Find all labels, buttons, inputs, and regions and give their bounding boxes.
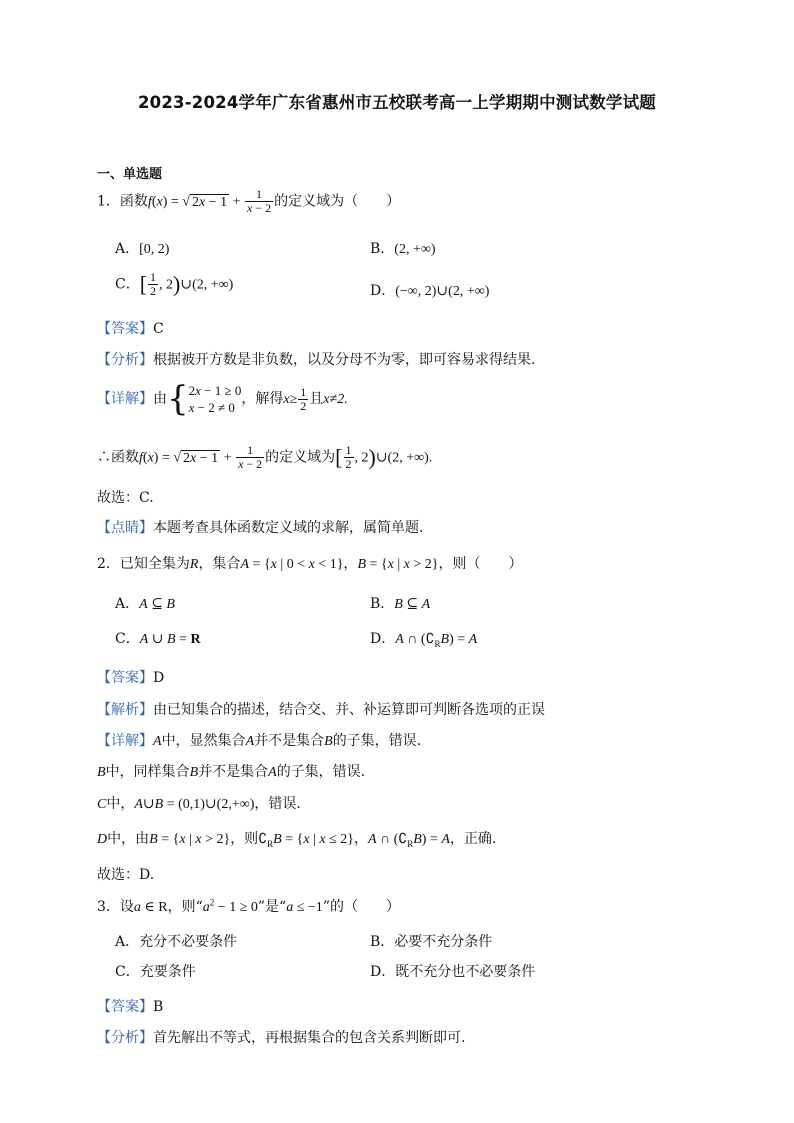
q1-stem: 1．函数f(x) = √ 2x − 1 + $\frac{1}{x - 2}$ 的定义域为（ ） (97, 187, 401, 215)
q2-option-d: D．A ∩ $(∁_RB) = A$ (370, 631, 478, 649)
q2-option-b: B．B ⊆ A (370, 596, 431, 612)
q1-analysis: 【分析】根据被开方数是非负数，以及分母不为零，即可容易求得结果. (97, 352, 536, 368)
q3-option-b: B．必要不充分条件 (370, 934, 493, 950)
q3-option-a: A．充分不必要条件 (115, 934, 238, 950)
q1-choose: 故选：C. (97, 490, 154, 506)
q2-detail-c: C中，A∪B = (0,1)∪(2,+∞)，错误. (97, 796, 301, 812)
q2-detail-a: 【详解】A中，显然集合A并不是集合B的子集，错误. (97, 733, 422, 749)
q3-option-c: C．充要条件 (115, 964, 196, 980)
q3-analysis: 【分析】首先解出不等式，再根据集合的包含关系判断即可. (97, 1030, 466, 1046)
q2-option-c: C．A ∪ B = R (115, 631, 201, 647)
q2-answer: 【答案】D (97, 670, 165, 686)
q1-option-a: A．[0, 2) (115, 241, 170, 257)
q1-comment: 【点睛】本题考查具体函数定义域的求解，属简单题. (97, 520, 424, 536)
document-title: 2023-2024学年广东省惠州市五校联考高一上学期期中测试数学试题 (138, 93, 656, 112)
q2-detail-d: D中，由B = {x | x > 2}，则$∁_RB = \{x$ | x ≤ 2}，A ∩ $(∁_RB) = A$，正确. (97, 831, 497, 849)
q2-choose: 故选：D. (97, 867, 155, 883)
q1-answer: 【答案】C (97, 321, 164, 337)
q2-option-a: A．A ⊆ B (115, 596, 175, 612)
q3-option-d: D．既不充分也不必要条件 (370, 964, 536, 980)
q1-option-d: D．(−∞, 2)∪(2, +∞) (370, 283, 490, 299)
q2-analysis: 【解析】由已知集合的描述，结合交、并、补运算即可判断各选项的正误 (97, 702, 545, 718)
q1-detail: 【详解】由{ 2x − 1 ≥ 0 x − 2 ≠ 0 ，解得x≥ $\frac{1}{2}$ 且x≠2. (97, 379, 348, 419)
q1-option-c: C．[ $\frac{1}{2}$ , 2)∪(2, +∞) (115, 270, 234, 298)
q1-option-b: B．(2, +∞) (370, 241, 436, 257)
q2-stem: 2．已知全集为R，集合A = {x | 0 < x < 1}，B = {x | x > 2}，则（ ） (97, 556, 523, 572)
q3-stem: 3．设a ∈ R，则“$a^2 - 1 \ge 0$”是“a ≤ −1”的（ ） (97, 897, 400, 915)
q1-conclusion: ∴函数f(x) = √ 2x − 1 + $\frac{1}{x - 2}$ 的定义域为[ $\frac{1}{2}$ , 2)∪(2, +∞). (97, 443, 433, 471)
q3-answer: 【答案】B (97, 999, 164, 1015)
q1-stem-end: 的定义域为（ ） (274, 193, 401, 210)
q1-number: 1．函数 (97, 193, 148, 210)
q2-detail-b: B中，同样集合B并不是集合A的子集，错误. (97, 764, 366, 780)
section-heading: 一、单选题 (97, 167, 163, 182)
